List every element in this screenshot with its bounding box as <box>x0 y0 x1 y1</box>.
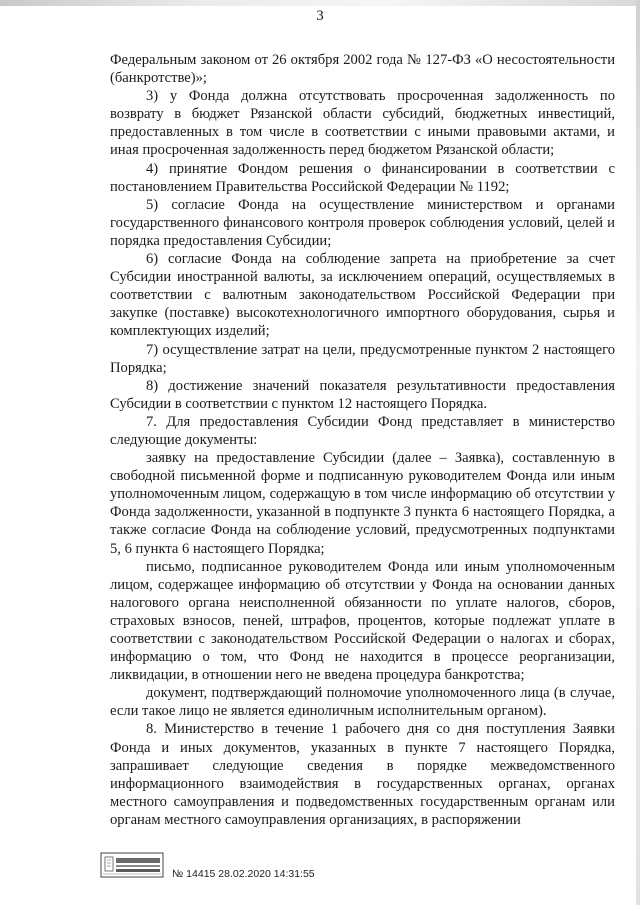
paragraph: Федеральным законом от 26 октября 2002 года № 127-ФЗ «О несостоятельности (банкротстве)»; <box>110 52 615 87</box>
paragraph: 4) принятие Фондом решения о финансировании в соответствии с постановлением Правительства Российской Федерации № 1192; <box>110 160 615 195</box>
paragraph: 8. Министерство в течение 1 рабочего дня со дня поступления Заявки Фонда и иных документов, указанных в пункте 7 настоящего Порядка, запрашивает следующие сведения в порядке межведомственного информационного взаимодействия в государственных органах, органах местного самоуправления и подведомственных государственным органам или органам местного самоуправления организациях, в распоряжении <box>110 721 615 828</box>
paragraph: 5) согласие Фонда на осуществление министерством и органами государственного финансового контроля проверок соблюдения условий, целей и порядка предоставления Субсидии; <box>110 196 615 249</box>
registry-stamp-icon <box>100 852 164 878</box>
paragraph: заявку на предоставление Субсидии (далее – Заявка), составленную в свободной письменной форме и подписанную руководителем Фонда или иным уполномоченным лицом, содержащую в том числе информацию об отсутствии у Фонда задолженности, указанной в подпункте 3 пункта 6 настоящего Порядка, а также согласие Фонда на соблюдение условий, предусмотренных подпунктами 5, 6 пункта 6 настоящего Порядка; <box>110 450 615 557</box>
paragraph: документ, подтверждающий полномочие уполномоченного лица (в случае, если такое лицо не является единоличным исполнительным органом). <box>110 685 615 720</box>
document-body <box>110 51 615 829</box>
paragraph: 8) достижение значений показателя результативности предоставления Субсидии в соответствии с пунктом 12 настоящего Порядка. <box>110 377 615 412</box>
paragraph: 3) у Фонда должна отсутствовать просроченная задолженность по возврату в бюджет Рязанской области субсидий, бюджетных инвестиций, предоставленных в том числе в соответствии с иными правовыми актами, и иная просроченная задолженность перед бюджетом Рязанской области; <box>110 88 615 159</box>
scan-edge-right <box>636 0 640 905</box>
scan-edge-top <box>0 0 640 6</box>
paragraph: 7. Для предоставления Субсидии Фонд представляет в министерство следующие документы: <box>110 413 615 448</box>
document-footer <box>100 852 580 892</box>
registration-stamp: № 14415 28.02.2020 14:31:55 <box>172 868 315 880</box>
page-number: 3 <box>316 8 324 24</box>
paragraph: письмо, подписанное руководителем Фонда или иным уполномоченным лицом, содержащее информацию об отсутствии у Фонда на основании данных налогового органа неисполненной обязанности по уплате налогов, сборов, страховых взносов, пеней, штрафов, процентов, которые подлежат уплате в соответствии с законодательством Российской Федерации о налогах и сборах, информацию о том, что Фонд не находится в процессе реорганизации, ликвидации, в отношении него не введена процедура банкротства; <box>110 558 615 684</box>
paragraph: 6) согласие Фонда на соблюдение запрета на приобретение за счет Субсидии иностранной валюты, за исключением операций, осуществляемых в соответствии с валютным законодательством Российской Федерации при закупке (поставке) высокотехнологичного импортного оборудования, сырья и комплектующих изделий; <box>110 251 615 340</box>
paragraph: 7) осуществление затрат на цели, предусмотренные пунктом 2 настоящего Порядка; <box>110 341 615 376</box>
